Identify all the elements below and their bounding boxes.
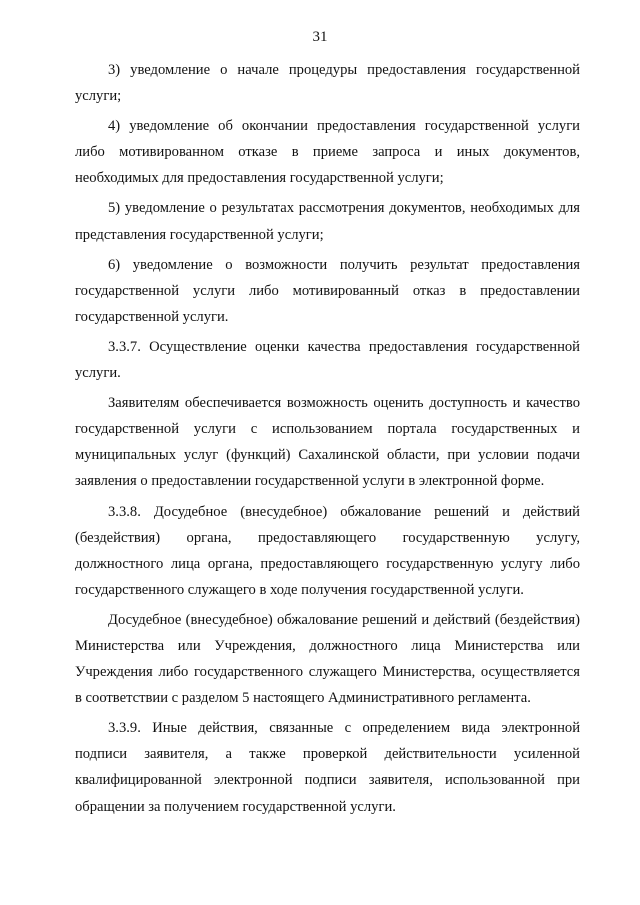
section-3-3-8-heading: 3.3.8. Досудебное (внесудебное) обжалование решений и действий (бездействия) органа, предоставляющего государственную услугу, должностного лица органа, предоставляющего государственную услугу либо государственного служащего в ходе получения государственной услуги. [75, 503, 580, 598]
paragraph-quality-assessment: Заявителям обеспечивается возможность оценить доступность и качество государственной услуги с использованием портала государственных и муниципальных услуг (функций) Сахалинской области, при условии подачи заявления о предоставлении государственной услуги в электронной форме. [75, 395, 580, 490]
document-body [75, 57, 580, 824]
paragraph-notice-end: 4) уведомление об окончании предоставления государственной услуги либо мотивированном отказе в приеме запроса и иных документов, необходимых для предоставления государственной услуги; [75, 118, 580, 187]
page-number: 31 [312, 29, 328, 45]
paragraph-pretrial-appeal: Досудебное (внесудебное) обжалование решений и действий (бездействия) Министерства или Учреждения, должностного лица Министерства или Учреждения либо государственного служащего Министерства, осуществляется в соответствии с разделом 5 настоящего Административного регламента. [75, 611, 580, 707]
paragraph-notice-start: 3) уведомление о начале процедуры предоставления государственной услуги; [75, 62, 580, 105]
section-3-3-9-heading: 3.3.9. Иные действия, связанные с определением вида электронной подписи заявителя, а также проверкой действительности усиленной квалифицированной электронной подписи заявителя, использованной при обращении за получением государственной услуги. [75, 720, 580, 815]
section-3-3-7-heading: 3.3.7. Осуществление оценки качества предоставления государственной услуги. [75, 338, 580, 382]
paragraph-notice-result-available: 6) уведомление о возможности получить результат предоставления государственной услуги либо мотивированный отказ в предоставлении государственной услуги. [75, 256, 580, 325]
paragraph-notice-review-results: 5) уведомление о результатах рассмотрения документов, необходимых для представления государственной услуги; [75, 200, 580, 243]
